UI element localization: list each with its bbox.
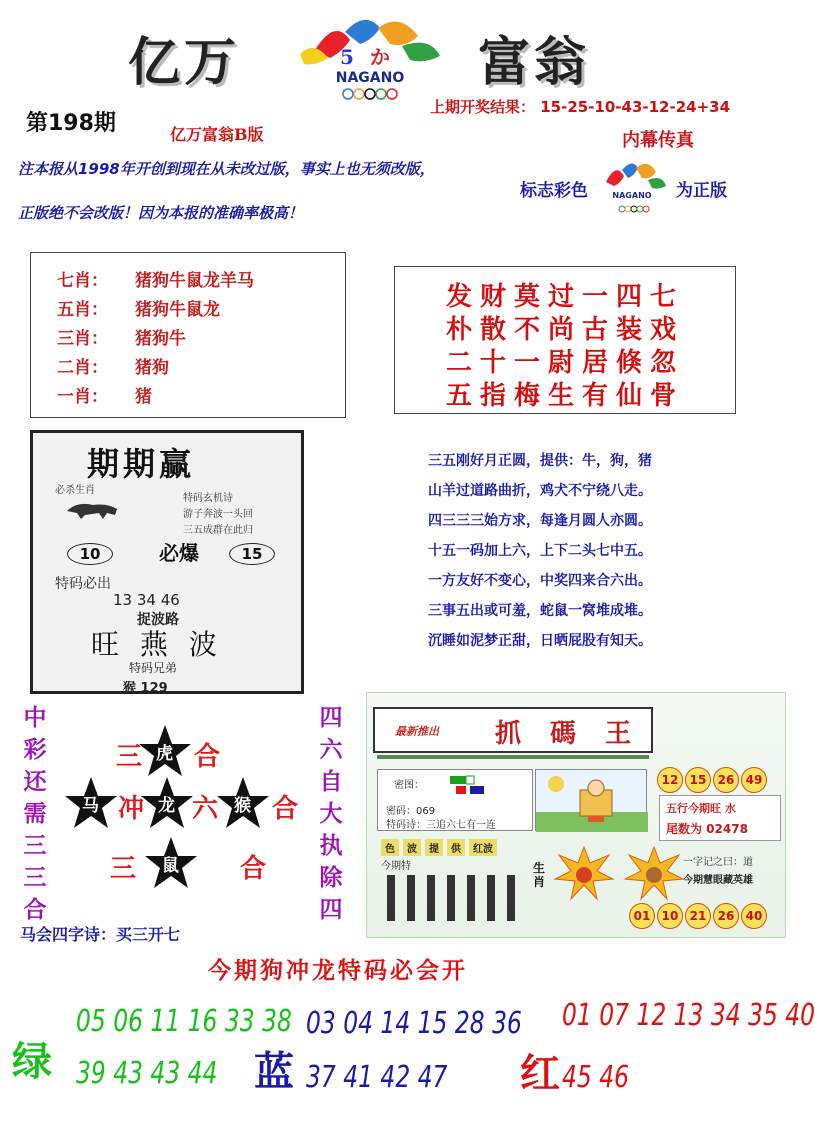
zodiac-line: 三肖： 猪狗牛 <box>57 329 186 349</box>
special-heading: 特码必出 <box>55 576 111 592</box>
green-wave-label: 绿 <box>12 1038 52 1085</box>
zodiac-line: 五肖： 猪狗牛鼠龙 <box>57 300 220 320</box>
zodiac-picks-box <box>30 252 346 418</box>
star-monkey: 猴 <box>216 776 270 830</box>
tag: 供 <box>447 839 465 856</box>
this-period-special: 今期特 <box>381 861 411 872</box>
rooster-burst <box>553 845 615 901</box>
zodiac-line: 一肖： 猪 <box>57 387 152 407</box>
tiger-icon <box>63 497 121 521</box>
poem-line: 五指梅生有仙骨 <box>445 381 684 411</box>
nagano-logo-icon <box>290 10 450 102</box>
star-horse: 马 <box>64 776 118 830</box>
number-ball: 26 <box>713 767 739 793</box>
grab-title: 抓 碼 王 <box>495 719 642 749</box>
starburst-icon <box>623 845 685 901</box>
wave-road: 捉波路 <box>137 612 179 628</box>
verse-line: 四三三三始方求，每逢月圆人亦圆。 <box>428 513 652 529</box>
grab-code-panel <box>366 692 786 938</box>
number-ball: 01 <box>629 903 655 929</box>
top-balls <box>657 767 769 793</box>
verse-line: 十五一码加上六，上下二头七中五。 <box>428 543 652 559</box>
blue-numbers-row-2: 37 41 42 47 <box>306 1060 448 1095</box>
sheng-label: 生 <box>533 861 546 875</box>
scan-poem-line-1: 游子奔波一头回 <box>183 509 253 520</box>
secret-map-image <box>448 774 488 798</box>
scan-title: 期期赢 <box>87 445 196 483</box>
edition-label: 亿万富翁B版 <box>170 125 264 144</box>
blue-verse <box>428 446 718 656</box>
star-rat: 鼠 <box>144 836 198 890</box>
svg-text:5: 5 <box>340 45 354 69</box>
zodiac-line: 七肖： 猪狗牛鼠龙羊马 <box>57 271 254 291</box>
star-dragon: 龙 <box>140 776 194 830</box>
hero-label: 今期慧眼藏英雄 <box>683 875 753 886</box>
poem-line: 二十一尉居倏忽 <box>445 348 684 378</box>
number-ball: 10 <box>657 903 683 929</box>
red-numbers-row-2: 45 46 <box>562 1060 629 1095</box>
brand-official-label: 为正版 <box>676 181 727 201</box>
poem-box <box>394 266 736 414</box>
horse-poem: 马会四字诗：买三开七 <box>20 925 181 944</box>
secret-code: 密码：069 <box>386 806 436 817</box>
star-tiger: 虎 <box>138 724 192 778</box>
cartoon-scene-icon <box>536 770 648 832</box>
red-numbers-row-1: 01 07 12 13 34 35 40 <box>562 998 815 1033</box>
oval-number-left: 10 <box>67 543 113 565</box>
note-line-2: 正版绝不会改版！因为本报的准确率极高！ <box>18 204 304 222</box>
number-ball: 15 <box>685 767 711 793</box>
olympic-logo <box>290 10 450 100</box>
number-ball: 12 <box>657 767 683 793</box>
red-char-he-3: 合 <box>240 854 267 884</box>
last-result: 上期开奖结果： 15-25-10-43-12-24+34 <box>430 98 731 116</box>
green-numbers-row-1: 05 06 11 16 33 38 <box>76 1004 292 1039</box>
verse-line: 三五刚好月正圆，提供：牛，狗，猪 <box>428 453 652 469</box>
xiao-label: 肖 <box>533 875 546 889</box>
tail-number-text: 尾数为 02478 <box>666 822 748 836</box>
note-line-1: 注本报从1998年开创到现在从未改过版，事实上也无须改版， <box>18 160 435 178</box>
verse-line: 山羊过道路曲折，鸡犬不宁绕八走。 <box>428 483 652 499</box>
scan-kill-zodiac: 必杀生肖 <box>55 485 95 496</box>
divider <box>377 755 649 759</box>
number-ball: 26 <box>713 903 739 929</box>
scan-poem-line-2: 三五成群在此归 <box>183 525 253 536</box>
svg-text:NAGANO: NAGANO <box>612 191 652 200</box>
scan-poem-heading: 特码玄机诗 <box>183 493 233 504</box>
zodiac-line: 二肖： 猪狗 <box>57 358 169 378</box>
left-vertical-text: 中 彩 还 需 三 三 合 <box>23 704 47 923</box>
brand-color-label: 标志彩色 <box>520 181 588 201</box>
right-vertical-text: 四 六 自 大 执 除 四 <box>319 704 343 923</box>
red-char-he-2: 合 <box>272 794 299 824</box>
blue-numbers-row-1: 03 04 14 15 28 36 <box>306 1006 522 1041</box>
issue-number: 第198期 <box>26 111 116 136</box>
red-char-san-1: 三 <box>116 742 143 772</box>
special-code-poem: 特码诗：三追六七有一连 <box>386 820 496 831</box>
number-ball: 21 <box>685 903 711 929</box>
bottom-code: 猴 129 <box>123 681 168 696</box>
starburst-icon <box>553 845 615 901</box>
wuxing-text: 五行今期旺 水 <box>666 802 736 815</box>
tag: 提 <box>425 839 443 856</box>
svg-text:か: か <box>370 45 390 69</box>
verse-line: 一方友好不变心，中奖四来合六出。 <box>428 573 652 589</box>
wuxing-box <box>659 795 781 841</box>
headline: 今期狗冲龙特码必会开 <box>208 957 468 984</box>
poem-line: 朴散不尚古装戏 <box>445 315 684 345</box>
scanned-tips-panel <box>30 430 304 694</box>
number-ball: 49 <box>741 767 767 793</box>
flag-pattern-icon <box>448 774 488 798</box>
one-word-label: 一字记之曰：道 <box>683 857 753 868</box>
must-explode: 必爆 <box>159 541 199 565</box>
monkey-burst <box>623 845 685 901</box>
green-numbers-row-2: 39 43 43 44 <box>76 1056 218 1091</box>
logo-text: NAGANO <box>335 70 405 86</box>
red-char-san-2: 三 <box>110 854 137 884</box>
grab-title-bar <box>373 707 653 753</box>
special-numbers: 13 34 46 <box>113 591 180 609</box>
secret-map-label: 密图： <box>394 780 424 791</box>
tag: 色 <box>381 839 399 856</box>
red-wave-label: 红 <box>520 1050 560 1097</box>
verse-line: 沉睡如泥梦正甜，日晒屁股有知天。 <box>428 633 652 649</box>
blue-wave-label: 蓝 <box>254 1048 294 1095</box>
inside-fax: 内幕传真 <box>622 130 694 151</box>
red-char-chong: 冲 <box>118 794 145 824</box>
tiger-image <box>63 497 121 521</box>
small-logo <box>596 156 668 218</box>
bottom-balls <box>629 903 769 929</box>
oval-number-right: 15 <box>229 543 275 565</box>
verse-line: 三事五出或可羞，蛇鼠一窝堆成堆。 <box>428 603 652 619</box>
secret-map-box <box>377 769 533 831</box>
red-char-liu: 六 <box>192 794 219 824</box>
new-badge: 最新推出 <box>395 725 439 738</box>
text-columns-icon <box>381 873 531 925</box>
title-left: 亿万 <box>128 32 241 93</box>
tag: 波 <box>403 839 421 856</box>
big-word: 旺 燕 波 <box>91 628 223 661</box>
number-ball: 40 <box>741 903 767 929</box>
title-right: 富翁 <box>478 32 591 93</box>
wave-tags <box>381 837 501 856</box>
small-nagano-logo-icon <box>596 156 668 218</box>
poem-line: 发财莫过一四七 <box>445 282 684 312</box>
special-tip: 特码兄弟 <box>129 661 178 675</box>
small-poem-grid <box>381 873 531 925</box>
red-char-he-1: 合 <box>194 742 221 772</box>
red-wave-tag: 红波 <box>469 839 497 856</box>
cartoon-image <box>535 769 647 831</box>
